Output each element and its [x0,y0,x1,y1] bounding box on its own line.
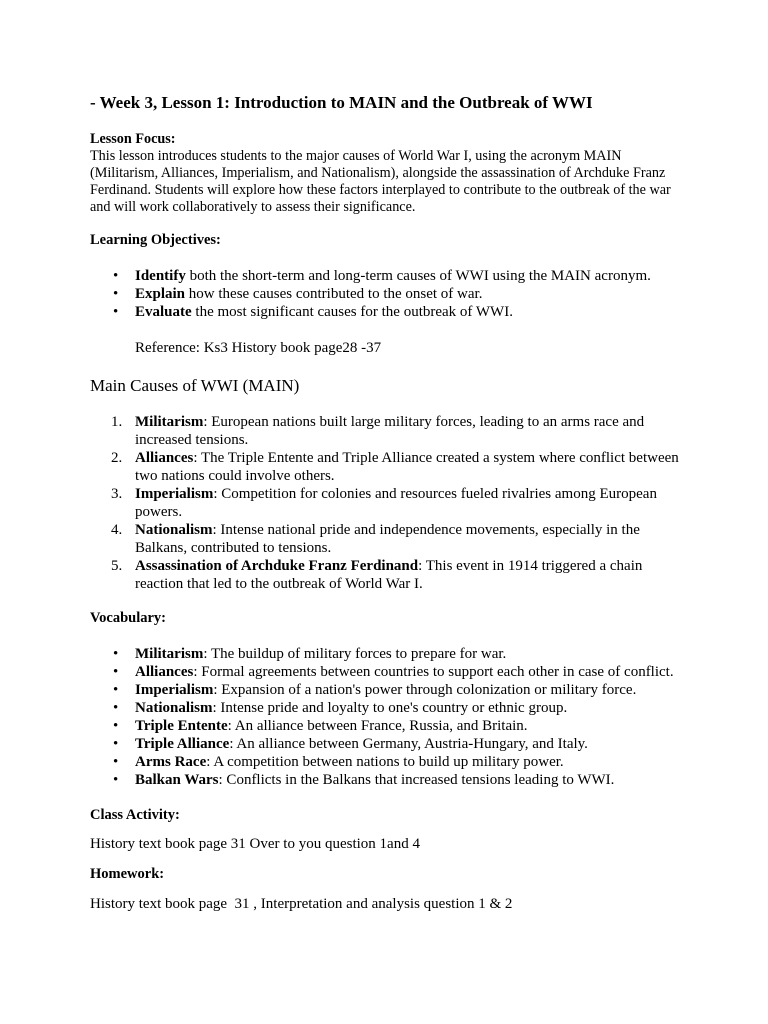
main-causes-list [90,413,690,593]
cause-item [90,521,690,557]
cause-term: Imperialism [135,486,214,502]
list-number: 5. [111,558,123,574]
cause-term: Nationalism [135,522,213,538]
vocab-definition: : Conflicts in the Balkans that increased tensions leading to WWI. [218,772,615,788]
vocab-item [90,753,690,771]
bullet-icon: • [113,718,119,734]
bullet-icon: • [113,754,119,770]
cause-text: : Intense national pride and independence movements, especially in the Balkans, contributed to tensions. [135,522,640,556]
cause-term: Militarism [135,414,204,430]
bullet-icon: • [113,736,119,752]
vocab-term: Nationalism [135,700,213,716]
lesson-focus-text: This lesson introduces students to the major causes of World War I, using the acronym MAIN (Militarism, Alliances, Imperialism, and Nationalism), alongside the assassination of Archduke Franz Ferdinand. Students will explore how these factors interplayed to contribute to the outbreak of the war and will work collaboratively to assess their significance. [90,148,671,215]
vocab-term: Alliances [135,664,194,680]
homework-text: History text book page 31 , Interpretation and analysis question 1 & 2 [90,896,513,912]
vocab-term: Triple Alliance [135,736,230,752]
vocab-definition: : An alliance between Germany, Austria-Hungary, and Italy. [229,736,588,752]
list-number: 1. [111,414,123,430]
cause-text: : Competition for colonies and resources fueled rivalries among European powers. [135,486,657,520]
objective-term: Identify [135,268,186,284]
vocab-term: Balkan Wars [135,772,219,788]
lesson-focus-heading: Lesson Focus: [90,131,176,147]
cause-term: Alliances [135,450,194,466]
objective-item [90,303,690,321]
cause-item [90,449,690,485]
list-number: 4. [111,522,123,538]
vocabulary-heading: Vocabulary: [90,610,166,626]
learning-objectives-list [90,267,690,321]
vocab-definition: : Intense pride and loyalty to one's country or ethnic group. [212,700,568,716]
homework-heading: Homework: [90,866,165,882]
bullet-icon: • [113,286,119,302]
vocab-definition: : The buildup of military forces to prepare for war. [203,646,507,662]
bullet-icon: • [113,772,119,788]
vocab-definition: : A competition between nations to build up military power. [206,754,564,770]
cause-text: : The Triple Entente and Triple Alliance created a system where conflict between two nations could involve others. [135,450,679,484]
cause-item [90,557,690,593]
bullet-icon: • [113,700,119,716]
objective-term: Evaluate [135,304,192,320]
list-number: 2. [111,450,123,466]
vocab-item [90,663,690,681]
vocab-term: Imperialism [135,682,214,698]
cause-text: : This event in 1914 triggered a chain reaction that led to the outbreak of World War I. [135,558,643,592]
main-causes-heading: Main Causes of WWI (MAIN) [90,376,300,395]
vocabulary-list [90,645,690,789]
bullet-icon: • [113,664,119,680]
lesson-title: - Week 3, Lesson 1: Introduction to MAIN and the Outbreak of WWI [90,93,593,112]
objective-text: both the short-term and long-term causes of WWI using the MAIN acronym. [185,268,651,284]
bullet-icon: • [113,304,119,320]
vocab-definition: : An alliance between France, Russia, and Britain. [227,718,528,734]
vocab-item [90,645,690,663]
bullet-icon: • [113,682,119,698]
vocab-definition: : Formal agreements between countries to support each other in case of conflict. [193,664,674,680]
vocab-term: Triple Entente [135,718,228,734]
cause-item [90,413,690,449]
vocab-item [90,771,690,789]
objective-text: how these causes contributed to the onset of war. [185,286,483,302]
vocab-term: Militarism [135,646,204,662]
lesson-focus-section [90,131,690,216]
objective-item [90,285,690,303]
learning-objectives-heading: Learning Objectives: [90,232,221,248]
list-number: 3. [111,486,123,502]
vocab-item [90,717,690,735]
bullet-icon: • [113,268,119,284]
vocab-item [90,735,690,753]
objective-item [90,267,690,285]
class-activity-heading: Class Activity: [90,807,180,823]
reference-note: Reference: Ks3 History book page28 -37 [135,340,382,356]
vocab-term: Arms Race [135,754,207,770]
vocab-item [90,681,690,699]
cause-text: : European nations built large military forces, leading to an arms race and increased tensions. [135,414,645,448]
class-activity-text: History text book page 31 Over to you question 1and 4 [90,836,420,852]
cause-term: Assassination of Archduke Franz Ferdinand [135,558,419,574]
cause-item [90,485,690,521]
vocab-item [90,699,690,717]
objective-term: Explain [135,286,186,302]
bullet-icon: • [113,646,119,662]
objective-text: the most significant causes for the outbreak of WWI. [191,304,513,320]
vocab-definition: : Expansion of a nation's power through colonization or military force. [213,682,637,698]
